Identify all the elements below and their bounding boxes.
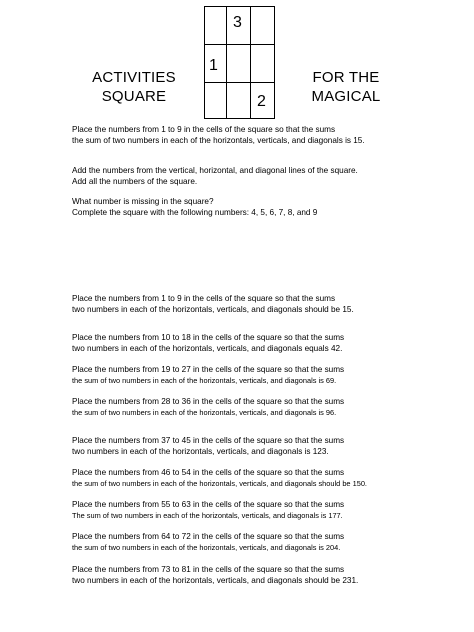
task-paragraph bbox=[72, 294, 472, 315]
task-paragraph bbox=[72, 468, 472, 489]
heading-right-line-2: MAGICAL bbox=[311, 88, 381, 105]
task-line-1: Place the numbers from 64 to 72 in the cells of the square so that the sums bbox=[72, 532, 345, 541]
square-cell bbox=[251, 83, 275, 119]
add-paragraph bbox=[72, 166, 472, 187]
square-cell bbox=[205, 45, 227, 83]
intro-paragraph bbox=[72, 125, 472, 146]
question-paragraph bbox=[72, 197, 472, 218]
task-line-1: Place the numbers from 28 to 36 in the cells of the square so that the sums bbox=[72, 397, 345, 406]
task-line-1: Place the numbers from 55 to 63 in the cells of the square so that the sums bbox=[72, 500, 345, 509]
intro-line-2: the sum of two numbers in each of the horizontals, verticals, and diagonals is 15. bbox=[72, 135, 365, 145]
square-cell bbox=[251, 45, 275, 83]
square-cell-value: 2 bbox=[257, 93, 266, 110]
task-line-2: the sum of two numbers in each of the horizontals, verticals, and diagonals is 96. bbox=[72, 407, 337, 417]
task-line-1: Place the numbers from 73 to 81 in the cells of the square so that the sums bbox=[72, 565, 345, 574]
task-paragraph bbox=[72, 397, 472, 418]
task-line-1: Place the numbers from 1 to 9 in the cells of the square so that the sums bbox=[72, 294, 336, 303]
square-cell-value: 3 bbox=[233, 14, 242, 31]
square-cell bbox=[205, 7, 227, 45]
task-line-2: the sum of two numbers in each of the horizontals, verticals, and diagonals is 69. bbox=[72, 375, 337, 385]
heading-right bbox=[305, 68, 387, 106]
task-line-2: the sum of two numbers in each of the horizontals, verticals, and diagonals is 204. bbox=[72, 542, 341, 552]
heading-left-line-1: ACTIVITIES bbox=[92, 69, 176, 86]
heading-left-line-2: SQUARE bbox=[101, 88, 167, 105]
square-cell bbox=[227, 45, 251, 83]
task-line-2: two numbers in each of the horizontals, verticals, and diagonals equals 42. bbox=[72, 343, 343, 353]
question-line-2: Complete the square with the following numbers: 4, 5, 6, 7, 8, and 9 bbox=[72, 207, 318, 217]
add-line-2: Add all the numbers of the square. bbox=[72, 176, 198, 186]
task-paragraph bbox=[72, 436, 472, 457]
task-line-2: two numbers in each of the horizontals, verticals, and diagonals is 123. bbox=[72, 446, 329, 456]
heading-right-line-1: FOR THE bbox=[312, 69, 380, 86]
heading-left bbox=[88, 68, 180, 106]
task-line-1: Place the numbers from 37 to 45 in the cells of the square so that the sums bbox=[72, 436, 345, 445]
task-line-1: Place the numbers from 46 to 54 in the cells of the square so that the sums bbox=[72, 468, 345, 477]
square-cell-value: 1 bbox=[209, 57, 218, 74]
magic-square bbox=[204, 6, 275, 119]
add-line-1: Add the numbers from the vertical, horizontal, and diagonal lines of the square. bbox=[72, 166, 358, 175]
task-line-2: two numbers in each of the horizontals, verticals, and diagonals should be 231. bbox=[72, 575, 359, 585]
question-line-1: What number is missing in the square? bbox=[72, 197, 214, 206]
task-paragraph bbox=[72, 565, 472, 586]
square-cell bbox=[251, 7, 275, 45]
square-cell bbox=[227, 7, 251, 45]
task-line-2: two numbers in each of the horizontals, verticals, and diagonals should be 15. bbox=[72, 304, 354, 314]
task-line-1: Place the numbers from 19 to 27 in the cells of the square so that the sums bbox=[72, 365, 345, 374]
intro-line-1: Place the numbers from 1 to 9 in the cells of the square so that the sums bbox=[72, 125, 336, 134]
square-cell bbox=[227, 83, 251, 119]
task-line-2: the sum of two numbers in each of the horizontals, verticals, and diagonals should be 150. bbox=[72, 478, 367, 488]
task-line-1: Place the numbers from 10 to 18 in the cells of the square so that the sums bbox=[72, 333, 345, 342]
task-paragraph bbox=[72, 532, 472, 553]
square-cell bbox=[205, 83, 227, 119]
task-paragraph bbox=[72, 333, 472, 354]
task-line-2: The sum of two numbers in each of the horizontals, verticals, and diagonals is 177. bbox=[72, 510, 343, 520]
task-paragraph bbox=[72, 500, 472, 521]
task-paragraph bbox=[72, 365, 472, 386]
